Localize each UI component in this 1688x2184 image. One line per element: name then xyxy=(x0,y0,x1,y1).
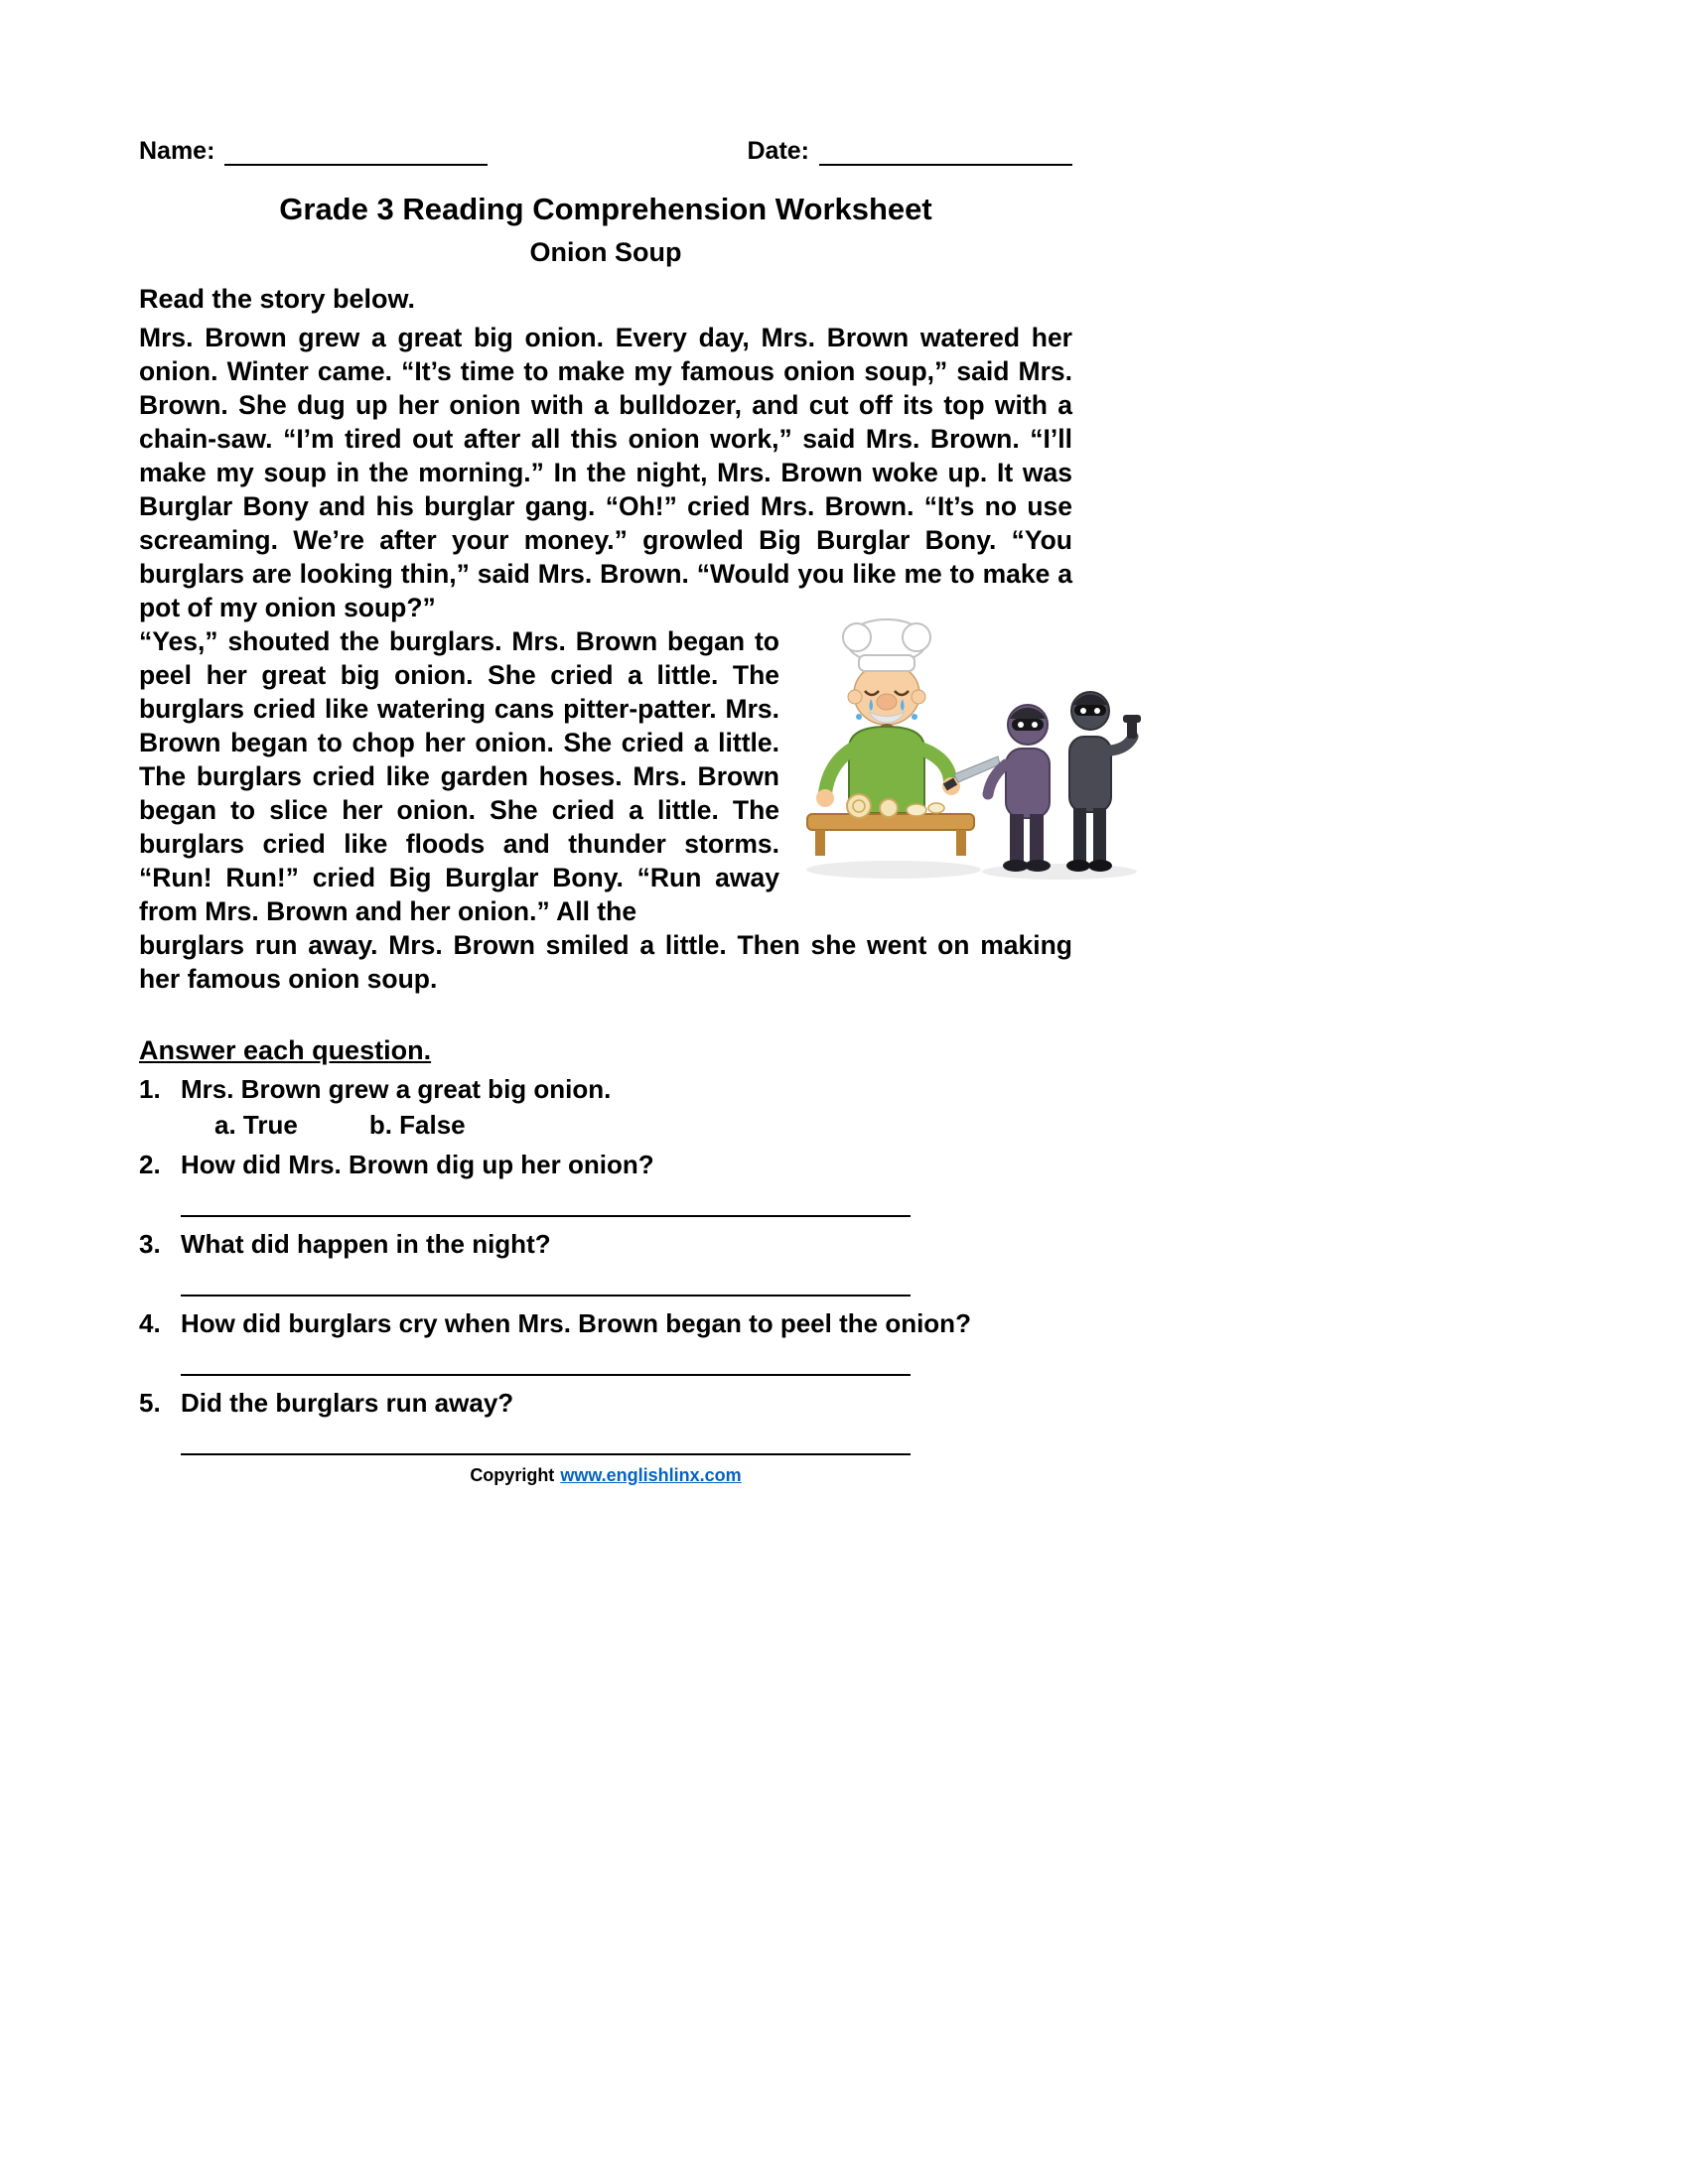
date-field xyxy=(747,137,1072,166)
copyright-link[interactable]: www.englishlinx.com xyxy=(560,1465,742,1485)
date-label: Date: xyxy=(747,137,809,165)
answer-questions-heading: Answer each question. xyxy=(139,1035,432,1065)
option-false: b. False xyxy=(368,1110,466,1140)
question-2-answer-line xyxy=(181,1185,911,1217)
question-4 xyxy=(139,1306,1072,1340)
worksheet-content xyxy=(139,137,1072,1486)
story-paragraph-1: Mrs. Brown grew a great big onion. Every day, Mrs. Brown watered her onion. Winter came. “It’s time to make my famous onion soup,” said Mrs. Brown. She dug up her onion with a bulldozer, and cut off its top with a chain-saw. “I’m tired out after all this onion work,” said Mrs. Brown. “I’ll make my soup in the morning.” In the night, Mrs. Brown woke up. It was Burglar Bony and his burglar gang. “Oh!” cried Mrs. Brown. “It’s no use screaming. We’re after your money.” growled Big Burglar Bony. “You burglars are looking thin,” said Mrs. Brown. “Would you like me to make a pot of my onion soup?” xyxy=(139,323,1072,622)
name-field xyxy=(139,137,488,166)
question-4-number: 4. xyxy=(139,1308,161,1338)
story-paragraph-2: “Yes,” shouted the burglars. Mrs. Brown began to peel her great big onion. She cried a little. The burglars cried like watering cans pitter-patter. Mrs. Brown began to chop her onion. She cried a little. The burglars cried like garden hoses. Mrs. Brown began to slice her onion. She cried a little. The burglars cried like floods and thunder storms. “Run! Run!” cried Big Burglar Bony. “Run away from Mrs. Brown and her onion.” All the xyxy=(139,626,779,926)
question-3 xyxy=(139,1227,1072,1261)
question-5-answer-line xyxy=(181,1424,911,1455)
question-3-number: 3. xyxy=(139,1229,161,1259)
question-1-options xyxy=(139,1108,1072,1142)
story-section xyxy=(139,321,1072,996)
question-5-text: Did the burglars run away? xyxy=(181,1388,514,1418)
question-4-text: How did burglars cry when Mrs. Brown began to peel the onion? xyxy=(181,1308,971,1338)
page-title: Grade 3 Reading Comprehension Worksheet xyxy=(279,192,932,226)
name-label: Name: xyxy=(139,137,215,165)
header-row xyxy=(139,137,1072,166)
question-5-number: 5. xyxy=(139,1388,161,1418)
crying-chef-icon xyxy=(816,619,1000,813)
date-blank-line xyxy=(819,140,1072,166)
page-subtitle: Onion Soup xyxy=(529,237,682,267)
question-2-number: 2. xyxy=(139,1150,161,1179)
copyright-label: Copyright xyxy=(470,1465,555,1485)
name-blank-line xyxy=(224,140,488,166)
read-instruction: Read the story below. xyxy=(139,284,416,314)
question-1 xyxy=(139,1072,1072,1106)
question-2-text: How did Mrs. Brown dig up her onion? xyxy=(181,1150,654,1179)
question-1-text: Mrs. Brown grew a great big onion. xyxy=(181,1074,612,1104)
option-true: a. True xyxy=(214,1110,298,1140)
story-illustration xyxy=(799,600,1145,887)
question-2 xyxy=(139,1148,1072,1181)
question-3-answer-line xyxy=(181,1265,911,1297)
footer xyxy=(139,1465,1072,1486)
question-1-number: 1. xyxy=(139,1074,161,1104)
story-row-with-illustration xyxy=(139,624,1072,928)
question-3-text: What did happen in the night? xyxy=(181,1229,551,1259)
burglars-icon xyxy=(988,692,1141,872)
story-paragraph-3: burglars run away. Mrs. Brown smiled a little. Then she went on making her famous onion soup. xyxy=(139,930,1072,994)
question-5 xyxy=(139,1386,1072,1420)
question-4-answer-line xyxy=(181,1344,911,1376)
story-illustration-svg xyxy=(799,600,1145,887)
